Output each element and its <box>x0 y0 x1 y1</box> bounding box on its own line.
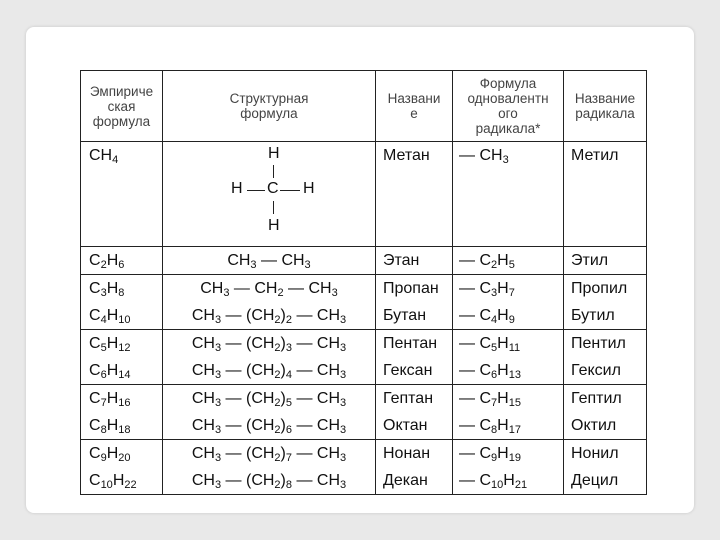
formula-part: C <box>479 280 492 297</box>
empirical-formula-cell <box>81 467 163 495</box>
formula-part: — (CH <box>221 472 275 489</box>
header-line: е <box>410 106 418 121</box>
radical-sub: 3 <box>502 154 509 166</box>
formula-part: C <box>89 417 101 434</box>
empirical-formula-cell <box>81 357 163 385</box>
empirical-formula-cell <box>81 275 163 303</box>
header-radical-name <box>564 71 647 142</box>
subscript: 4 <box>100 314 107 326</box>
formula-part: C <box>479 417 492 434</box>
structural-formula-cell <box>163 275 376 303</box>
subscript: 2 <box>277 287 284 299</box>
subscript: 13 <box>508 369 521 381</box>
formula-part: H <box>106 252 119 269</box>
formula-part: — CH <box>229 280 278 297</box>
subscript: 3 <box>340 342 347 354</box>
atom-h-top: H <box>268 145 280 162</box>
table-row <box>81 385 647 413</box>
header-line: Эмпириче <box>89 83 154 99</box>
structural-formula-cell <box>163 467 376 495</box>
formula-part: C <box>89 362 101 379</box>
formula-part: — (CH <box>221 335 275 352</box>
formula-part: C <box>479 252 492 269</box>
radical-name-cell: Октил <box>564 412 647 440</box>
header-line: Название <box>574 91 636 106</box>
name-cell: Нонан <box>376 440 453 468</box>
header-line: Формула <box>479 76 537 91</box>
subscript: 2 <box>285 314 292 326</box>
subscript: 3 <box>214 369 222 381</box>
formula-part: H <box>112 472 125 489</box>
formula-part: CH <box>191 335 215 352</box>
table-row <box>81 357 647 385</box>
formula-base: CH <box>89 147 113 164</box>
formula-part: C <box>89 390 101 407</box>
radical-name-cell: Этил <box>564 247 647 275</box>
table-row <box>81 247 647 275</box>
formula-part: — (CH <box>221 390 275 407</box>
formula-part: CH <box>191 362 215 379</box>
formula-part: C <box>479 472 492 489</box>
subscript: 3 <box>223 287 230 299</box>
table-row <box>81 275 647 303</box>
dash: — <box>459 252 475 269</box>
bond-right <box>280 190 300 191</box>
methane-structure <box>163 142 375 246</box>
formula-part: ) <box>280 362 286 379</box>
subscript: 2 <box>274 479 281 491</box>
structural-formula-cell <box>163 385 376 413</box>
name-cell: Пропан <box>376 275 453 303</box>
formula-part: H <box>106 335 119 352</box>
header-line: Названи <box>387 91 441 106</box>
dash: — <box>459 147 475 164</box>
subscript: 2 <box>274 424 281 436</box>
header-line: одновалентн <box>467 91 549 106</box>
formula-part: — CH <box>292 417 340 434</box>
formula-part: H <box>106 307 119 324</box>
bond-top <box>273 165 274 178</box>
formula-part: H <box>106 280 119 297</box>
formula-part: C <box>89 335 101 352</box>
subscript: 17 <box>508 424 521 436</box>
formula-part: H <box>106 445 119 462</box>
radical-name-cell: Пропил <box>564 275 647 303</box>
structural-formula-cell <box>163 330 376 358</box>
radical-formula-cell <box>453 142 564 247</box>
header-name <box>376 71 453 142</box>
subscript: 7 <box>100 397 107 409</box>
formula-part: C <box>479 307 492 324</box>
formula-part: C <box>479 335 492 352</box>
table-row <box>81 330 647 358</box>
table-row <box>81 302 647 330</box>
radical-name-cell: Нонил <box>564 440 647 468</box>
subscript: 10 <box>118 314 131 326</box>
formula-part: H <box>106 362 119 379</box>
subscript: 3 <box>214 479 222 491</box>
subscript: 3 <box>340 314 347 326</box>
header-line: Структурная <box>229 91 309 106</box>
subscript: 3 <box>491 287 498 299</box>
structural-formula-cell <box>163 440 376 468</box>
formula-part: ) <box>280 445 286 462</box>
radical-base: CH <box>479 147 503 164</box>
formula-part: — (CH <box>221 417 275 434</box>
radical-formula-cell <box>453 302 564 330</box>
empirical-formula-cell <box>81 330 163 358</box>
formula-part: H <box>497 445 509 462</box>
radical-name-cell: Метил <box>564 142 647 247</box>
structural-formula-cell <box>163 142 376 247</box>
subscript: 3 <box>214 452 222 464</box>
dash: — <box>459 390 475 407</box>
subscript: 3 <box>214 314 222 326</box>
header-line: ого <box>498 106 518 121</box>
subscript: 2 <box>100 259 107 271</box>
formula-part: CH <box>191 307 215 324</box>
subscript: 18 <box>118 424 131 436</box>
subscript: 10 <box>100 479 113 491</box>
formula-part: C <box>479 445 492 462</box>
dash: — <box>459 307 475 324</box>
subscript: 3 <box>340 424 347 436</box>
formula-part: — CH <box>292 472 340 489</box>
subscript: 8 <box>285 479 292 491</box>
header-empirical-formula <box>81 71 163 142</box>
subscript: 3 <box>340 369 347 381</box>
formula-part: C <box>89 445 101 462</box>
name-cell: Метан <box>376 142 453 247</box>
subscript: 3 <box>340 452 347 464</box>
empirical-formula-cell <box>81 412 163 440</box>
header-line: формула <box>240 106 298 121</box>
subscript: 4 <box>491 314 498 326</box>
subscript: 7 <box>491 397 498 409</box>
subscript: 2 <box>274 397 281 409</box>
subscript: 3 <box>250 259 257 271</box>
subscript: 2 <box>274 314 281 326</box>
name-cell: Пентан <box>376 330 453 358</box>
formula-part: — CH <box>283 280 332 297</box>
subscript: 5 <box>491 342 498 354</box>
radical-formula-cell <box>453 275 564 303</box>
formula-part: CH <box>191 390 215 407</box>
radical-formula-cell <box>453 440 564 468</box>
dash: — <box>459 445 475 462</box>
formula-part: ) <box>280 335 286 352</box>
formula-part: ) <box>280 417 286 434</box>
radical-formula-cell <box>453 247 564 275</box>
formula-part: H <box>497 307 509 324</box>
radical-name-cell: Гексил <box>564 357 647 385</box>
subscript: 3 <box>214 424 222 436</box>
subscript: 7 <box>508 287 515 299</box>
name-cell: Октан <box>376 412 453 440</box>
dash: — <box>459 362 475 379</box>
subscript: 3 <box>340 397 347 409</box>
atom-c-center: C <box>267 180 279 197</box>
subscript: 8 <box>491 424 498 436</box>
subscript: 2 <box>491 259 498 271</box>
subscript: 8 <box>100 424 107 436</box>
formula-sub: 4 <box>112 154 119 166</box>
subscript: 3 <box>285 342 292 354</box>
name-cell: Гептан <box>376 385 453 413</box>
empirical-formula-cell <box>81 247 163 275</box>
header-line: ская <box>107 98 136 114</box>
header-radical-formula <box>453 71 564 142</box>
formula-part: H <box>497 390 509 407</box>
subscript: 4 <box>285 369 292 381</box>
radical-name-cell: Пентил <box>564 330 647 358</box>
subscript: 10 <box>491 479 504 491</box>
subscript: 6 <box>285 424 292 436</box>
formula-part: ) <box>280 390 286 407</box>
subscript: 3 <box>340 479 347 491</box>
header-line: радикала* <box>475 121 541 136</box>
subscript: 22 <box>124 479 137 491</box>
structural-formula-cell <box>163 357 376 385</box>
formula-part: H <box>497 335 509 352</box>
subscript: 5 <box>508 259 515 271</box>
atom-h-right: H <box>303 180 315 197</box>
radical-formula-cell <box>453 330 564 358</box>
structural-formula-cell <box>163 302 376 330</box>
subscript: 2 <box>274 452 281 464</box>
empirical-formula-cell <box>81 302 163 330</box>
formula-part: CH <box>200 280 224 297</box>
subscript: 14 <box>118 369 131 381</box>
table-row <box>81 440 647 468</box>
formula-part: — CH <box>292 390 340 407</box>
subscript: 3 <box>304 259 311 271</box>
subscript: 3 <box>331 287 338 299</box>
formula-part: — CH <box>292 335 340 352</box>
subscript: 6 <box>100 369 107 381</box>
structural-formula-cell <box>163 247 376 275</box>
formula-part: H <box>106 390 119 407</box>
table-row <box>81 412 647 440</box>
empirical-formula-cell <box>81 142 163 247</box>
subscript: 2 <box>274 342 281 354</box>
subscript: 2 <box>274 369 281 381</box>
formula-part: — CH <box>292 307 340 324</box>
radical-formula-cell <box>453 412 564 440</box>
formula-part: C <box>89 280 101 297</box>
empirical-formula-cell <box>81 440 163 468</box>
formula-part: H <box>503 472 515 489</box>
subscript: 3 <box>214 342 222 354</box>
formula-part: ) <box>280 307 286 324</box>
formula-part: CH <box>191 417 215 434</box>
subscript: 6 <box>118 259 125 271</box>
subscript: 9 <box>491 452 498 464</box>
header-row <box>81 71 647 142</box>
name-cell: Гексан <box>376 357 453 385</box>
formula-part: ) <box>280 472 286 489</box>
structural-formula-cell <box>163 412 376 440</box>
formula-part: — (CH <box>221 362 275 379</box>
formula-part: C <box>89 472 101 489</box>
subscript: 12 <box>118 342 131 354</box>
subscript: 19 <box>508 452 521 464</box>
table-row-methane <box>81 142 647 247</box>
formula-part: — (CH <box>221 445 275 462</box>
formula-part: C <box>89 252 101 269</box>
atom-h-left: H <box>231 180 243 197</box>
subscript: 7 <box>285 452 292 464</box>
subscript: 5 <box>285 397 292 409</box>
header-structural-formula <box>163 71 376 142</box>
header-line: формула <box>92 113 151 129</box>
formula-part: — CH <box>292 445 340 462</box>
name-cell: Этан <box>376 247 453 275</box>
formula-part: H <box>497 362 509 379</box>
subscript: 20 <box>118 452 131 464</box>
name-cell: Бутан <box>376 302 453 330</box>
formula-part: — CH <box>292 362 340 379</box>
subscript: 11 <box>508 342 521 354</box>
bond-bottom <box>273 201 274 214</box>
formula-part: CH <box>191 472 215 489</box>
formula-part: H <box>497 280 509 297</box>
dash: — <box>459 335 475 352</box>
formula-part: — CH <box>256 252 305 269</box>
radical-name-cell: Децил <box>564 467 647 495</box>
name-cell: Декан <box>376 467 453 495</box>
radical-formula-cell <box>453 467 564 495</box>
formula-part: H <box>497 417 509 434</box>
subscript: 5 <box>100 342 107 354</box>
formula-part: H <box>106 417 119 434</box>
subscript: 3 <box>100 287 107 299</box>
subscript: 6 <box>491 369 498 381</box>
atom-h-bottom: H <box>268 217 280 234</box>
header-line: радикала <box>575 106 635 121</box>
subscript: 8 <box>118 287 125 299</box>
formula-part: C <box>89 307 101 324</box>
formula-part: C <box>479 390 492 407</box>
radical-name-cell: Гептил <box>564 385 647 413</box>
subscript: 21 <box>514 479 528 491</box>
empirical-formula-cell <box>81 385 163 413</box>
subscript: 16 <box>118 397 131 409</box>
table-row <box>81 467 647 495</box>
formula-part: CH <box>227 252 251 269</box>
subscript: 15 <box>508 397 521 409</box>
radical-formula-cell <box>453 385 564 413</box>
bond-left <box>247 190 265 191</box>
formula-part: CH <box>191 445 215 462</box>
subscript: 9 <box>100 452 107 464</box>
dash: — <box>459 417 475 434</box>
subscript: 9 <box>508 314 515 326</box>
formula-part: C <box>479 362 492 379</box>
dash: — <box>459 280 475 297</box>
alkanes-table <box>80 70 647 495</box>
radical-name-cell: Бутил <box>564 302 647 330</box>
dash: — <box>459 472 475 489</box>
formula-text <box>89 147 118 164</box>
formula-part: H <box>497 252 509 269</box>
subscript: 3 <box>214 397 222 409</box>
formula-part: — (CH <box>221 307 275 324</box>
radical-formula-cell <box>453 357 564 385</box>
